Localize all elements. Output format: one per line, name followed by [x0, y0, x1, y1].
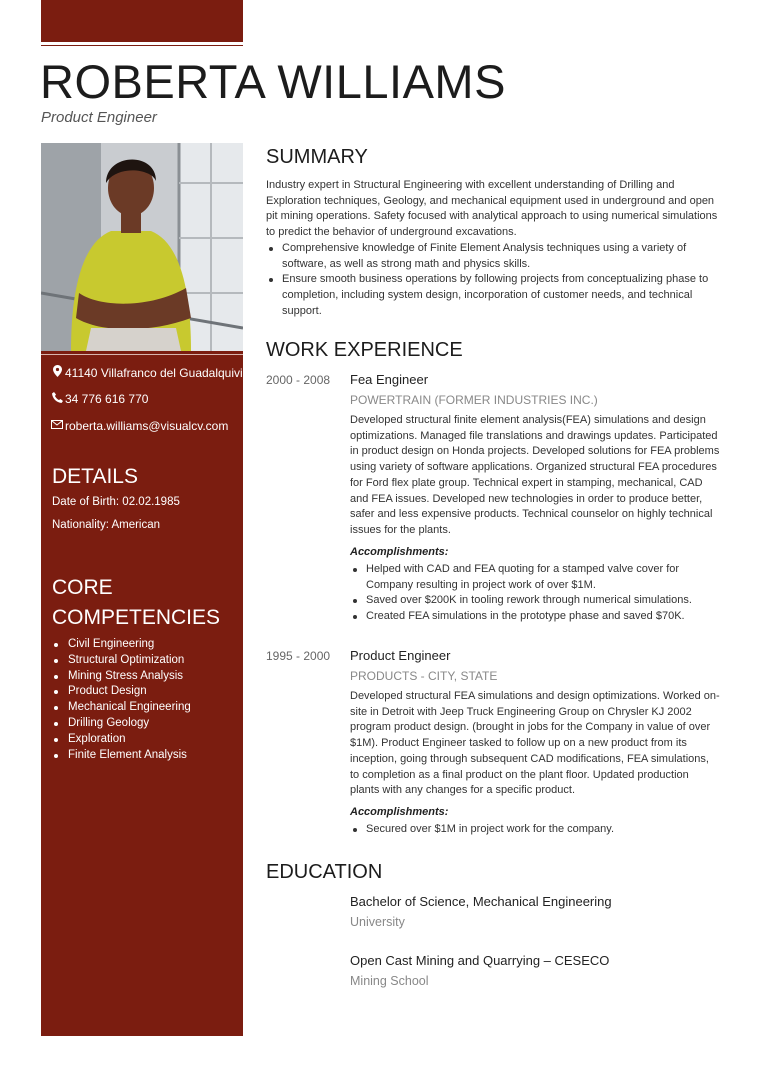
- contact-address: [51, 365, 247, 380]
- contact-phone: [51, 392, 148, 406]
- accomplishments-label: Accomplishments:: [350, 806, 449, 818]
- work-experience-heading: WORK EXPERIENCE: [266, 339, 463, 361]
- accomplishment-item: Created FEA simulations in the prototype phase and saved $70K.: [350, 609, 710, 625]
- accomplishment-item: Saved over $200K in tooling rework through numerical simulations.: [350, 593, 710, 609]
- header-accent-line: [41, 45, 243, 46]
- competency-item: Finite Element Analysis: [52, 748, 191, 764]
- competency-item: Exploration: [52, 732, 191, 748]
- job-description: Developed structural FEA simulations and design optimizations. Worked on-site in Detroit with Jeep Truck Engineering Group on Chrysler KJ 2002 program product design. (brought in jobs for the Company in value of over $1M). Product Engineer tasked to follow up on a new product from its inception, going through subsequent CAD modifications, FEA simulations, to completion as a final product on the plant floor. Updated production plants with any changes for a specific product.: [350, 690, 720, 797]
- job-dates: 2000 - 2008: [266, 373, 331, 387]
- email-text[interactable]: roberta.williams@visualcv.com: [65, 419, 229, 433]
- accomplishments-label: Accomplishments:: [350, 546, 449, 558]
- education-degree: Bachelor of Science, Mechanical Engineering: [350, 894, 612, 909]
- competency-item: Mechanical Engineering: [52, 700, 191, 716]
- job-dates: 1995 - 2000: [266, 649, 331, 663]
- competency-item: Mining Stress Analysis: [52, 669, 191, 685]
- competency-item: Product Design: [52, 684, 191, 700]
- education-school: Mining School: [350, 974, 429, 988]
- address-text: 41140 Villafranco del Guadalquivir: [65, 365, 247, 380]
- header-accent-bar: [41, 0, 243, 42]
- accomplishments-list: [350, 562, 710, 625]
- summary-bullet: Ensure smooth business operations by following projects from conceptualizing phase to completion, including system design, incorporation of customer needs, and technical support.: [266, 272, 718, 319]
- accomplishment-item: Helped with CAD and FEA quoting for a stamped valve cover for Company resulting in project work of over $1M.: [350, 562, 710, 593]
- competencies-list: [52, 637, 191, 763]
- accomplishment-item: Secured over $1M in project work for the company.: [350, 822, 710, 838]
- education-school: University: [350, 915, 405, 929]
- education-degree: Open Cast Mining and Quarrying – CESECO: [350, 953, 610, 968]
- job-description: Developed structural finite element analysis(FEA) simulations and design optimizations. Managed file translations and drawings updates. Participated in product design on Honda projects. Developed solutions for FEA problems using variety of software applications. Organized structural FEA procedures for Ford flex plate group. Technical expert in stamping, mechanical, CAD and FEA issues. Developed new technologies in order to produce better, safer and less expensive products. Technical counselor on highly technical issues for the plants.: [350, 414, 720, 536]
- contact-email: [51, 419, 228, 433]
- details-heading: DETAILS: [52, 465, 138, 488]
- job-role: Fea Engineer: [350, 372, 429, 387]
- competencies-heading-line-2: COMPETENCIES: [52, 606, 221, 629]
- job-role: Product Engineer: [350, 648, 451, 663]
- nationality: Nationality: American: [52, 519, 161, 531]
- summary-bullet: Comprehensive knowledge of Finite Element Analysis techniques using a variety of software, as well as strong math and physics skills.: [266, 241, 718, 272]
- candidate-title: Product Engineer: [41, 109, 157, 126]
- sidebar: [41, 143, 247, 1036]
- education-heading: EDUCATION: [266, 861, 383, 883]
- summary-heading: SUMMARY: [266, 146, 368, 168]
- job-company: POWERTRAIN (FORMER INDUSTRIES INC.): [350, 393, 598, 407]
- profile-photo: [41, 143, 243, 351]
- summary-text: Industry expert in Structural Engineering with excellent understanding of Drilling and Exploration techniques, Geology, and mechanical equipment used in underground and open pit mining operations. Safety focused with analytical approach to using numerical simulations to predict the behavior of underground excavations.: [266, 179, 718, 239]
- accomplishments-list: [350, 822, 710, 838]
- phone-icon: [51, 392, 63, 406]
- competency-item: Structural Optimization: [52, 653, 191, 669]
- job-company: PRODUCTS - CITY, STATE: [350, 669, 498, 683]
- competency-item: Drilling Geology: [52, 716, 191, 732]
- phone-text: 34 776 616 770: [65, 392, 149, 406]
- photo-divider: [41, 354, 243, 355]
- envelope-icon: [51, 420, 63, 432]
- competencies-heading-line-1: CORE: [52, 576, 113, 599]
- map-pin-icon: [51, 365, 63, 380]
- competency-item: Civil Engineering: [52, 637, 191, 653]
- summary-bullets: [266, 241, 718, 320]
- candidate-name: ROBERTA WILLIAMS: [40, 55, 506, 108]
- date-of-birth: Date of Birth: 02.02.1985: [52, 496, 180, 508]
